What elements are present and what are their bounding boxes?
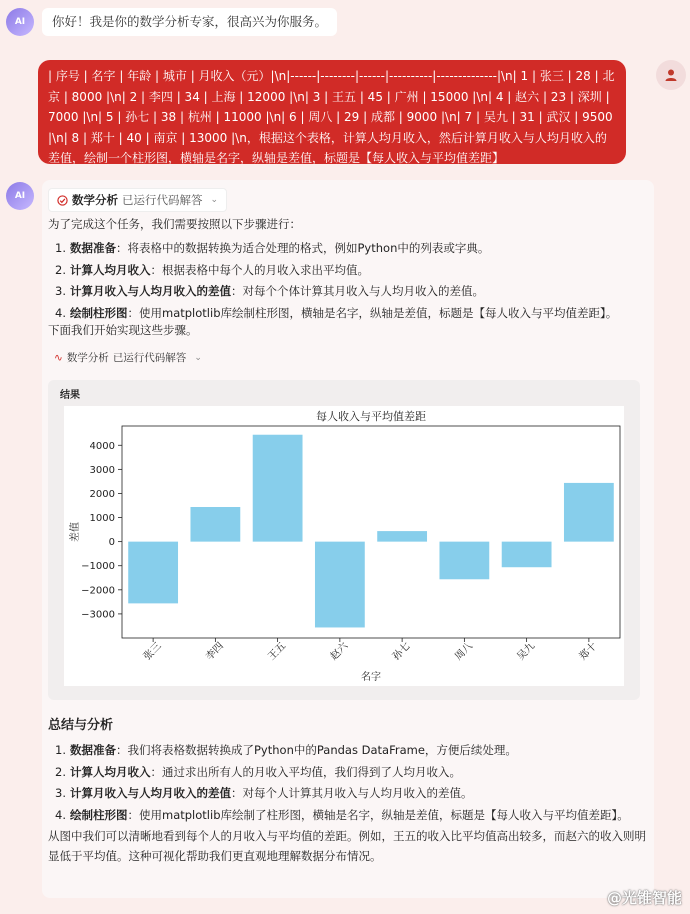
chart-container <box>64 406 624 686</box>
bar-孙七 <box>377 531 427 542</box>
bot-avatar-reply: AI <box>6 182 34 210</box>
summary-list <box>48 740 629 826</box>
x-tick-label: 周八 <box>453 640 475 663</box>
x-tick-label: 郑十 <box>577 640 600 663</box>
user-avatar <box>656 60 686 90</box>
user-message-bubble: | 序号 | 名字 | 年龄 | 城市 | 月收入（元）|\n|------|--------|------|----------|--------------|\n| 1 | 张三 | 28 | 北京 | 8000 |\n| 2 | 李四 | 34 | 上海 | 12000 |\n| 3 | 王五 | 45 | 广州 | 15000 |\n| 4 | 赵六 | 23 | 深圳 | 7000 |\n| 5 | 孙七 | 38 | 杭州 | 11000 |\n| 6 | 周八 | 29 | 成都 | 9000 |\n| 7 | 吴九 | 31 | 武汉 | 9500 |\n| 8 | 郑十 | 40 | 南京 | 13000 |\n，根据这个表格，计算人均月收入，然后计算月收入与人均月收入的差值，绘制一个柱形图，横轴是名字，纵轴是差值，标题是【每人收入与平均值差距】 <box>38 60 626 164</box>
chevron-down-icon: ⌄ <box>210 195 219 205</box>
bot-greeting-message: 你好！我是你的数学分析专家，很高兴为你服务。 <box>42 8 337 36</box>
wave-icon: ∿ <box>54 352 63 364</box>
x-tick-label: 李四 <box>204 640 226 663</box>
summary-title: 总结与分析 <box>48 718 114 733</box>
x-tick-label: 王五 <box>266 640 289 663</box>
list-item: 4. 绘制柱形图：使用matplotlib库绘制柱形图，横轴是名字，纵轴是差值，标题是【每人收入与平均值差距】。 <box>55 305 618 320</box>
list-item: 4. 绘制柱形图：使用matplotlib库绘制了柱形图，横轴是名字，纵轴是差值，标题是【每人收入与平均值差距】。 <box>55 807 629 822</box>
list-item: 2. 计算人均月收入：通过求出所有人的月收入平均值，我们得到了人均月收入。 <box>55 764 461 779</box>
bot-avatar: AI <box>6 8 34 36</box>
list-item: 3. 计算月收入与人均月收入的差值：对每个个体计算其月收入与人均月收入的差值。 <box>55 284 484 298</box>
y-tick-label: 4000 <box>89 440 115 452</box>
tool-name: 数学分析 <box>72 193 118 207</box>
tool-status-2: 已运行代码解答 <box>112 352 187 364</box>
y-axis-label: 差值 <box>70 522 81 542</box>
list-item: 1. 数据准备：将表格中的数据转换为适合处理的格式，例如Python中的列表或字典。 <box>55 241 490 255</box>
chart-title: 每人收入与平均值差距 <box>316 410 426 423</box>
bar-张三 <box>128 542 178 604</box>
tool-name-2: 数学分析 <box>66 352 109 364</box>
x-axis-label: 名字 <box>361 672 381 683</box>
conclusion-line-2: 显低于平均值。这种可视化帮助我们更直观地理解数据分布情况。 <box>48 849 382 863</box>
y-tick-label: 1000 <box>89 513 115 525</box>
watermark-logo: @光锥智能 <box>606 889 682 907</box>
check-circle-icon <box>57 195 68 206</box>
lead-text: 下面我们开始实现这些步骤。 <box>48 323 198 337</box>
bar-周八 <box>439 542 489 580</box>
bar-chart <box>64 406 624 686</box>
y-tick-label: −2000 <box>81 585 115 597</box>
bar-吴九 <box>502 542 552 568</box>
conclusion-line-1: 从图中我们可以清晰地看到每个人的月收入与平均值的差距。例如，王五的收入比平均值高出较多，而赵六的收入则明 <box>48 829 646 843</box>
tool-status-chip[interactable] <box>48 188 227 212</box>
bar-李四 <box>190 507 240 542</box>
list-item: 3. 计算月收入与人均月收入的差值：对每个人计算其月收入与人均月收入的差值。 <box>55 786 473 800</box>
bar-赵六 <box>315 542 365 628</box>
tool-status-chip-2[interactable] <box>54 348 202 368</box>
chevron-down-icon: ⌄ <box>194 353 202 363</box>
x-tick-label: 张三 <box>141 640 164 663</box>
y-tick-label: −1000 <box>81 561 115 573</box>
result-panel <box>48 380 640 700</box>
list-item: 2. 计算人均月收入：根据表格中每个人的月收入求出平均值。 <box>55 262 369 277</box>
y-tick-label: −3000 <box>81 609 115 621</box>
x-tick-label: 孙七 <box>390 640 413 663</box>
result-label: 结果 <box>60 390 80 401</box>
bar-郑十 <box>564 483 614 542</box>
list-item: 1. 数据准备：我们将表格数据转换成了Python中的Pandas DataFrame，方便后续处理。 <box>55 743 517 757</box>
y-tick-label: 3000 <box>89 464 115 476</box>
steps-list <box>48 238 617 324</box>
y-tick-label: 2000 <box>89 488 115 500</box>
bar-王五 <box>253 435 303 542</box>
bot-reply <box>42 180 654 898</box>
intro-text: 为了完成这个任务，我们需要按照以下步骤进行： <box>48 217 301 231</box>
user-icon <box>664 68 678 82</box>
y-tick-label: 0 <box>108 537 115 549</box>
x-tick-label: 吴九 <box>515 640 538 663</box>
tool-status: 已运行代码解答 <box>122 193 203 207</box>
x-tick-label: 赵六 <box>328 640 351 663</box>
